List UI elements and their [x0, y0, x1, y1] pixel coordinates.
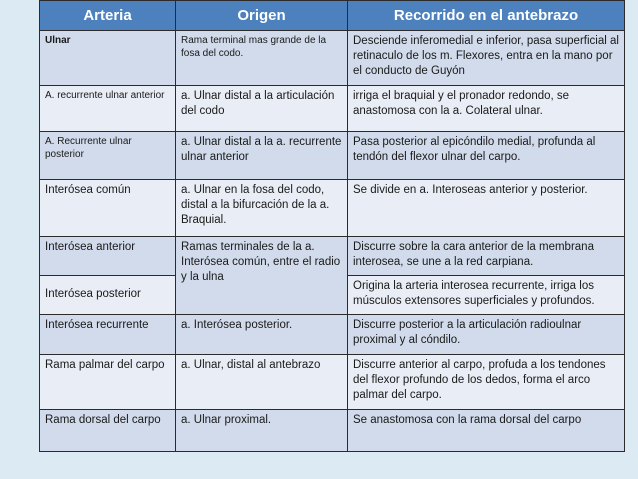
cell-recorrido: Discurre sobre la cara anterior de la membrana interosea, se une a la red carpiana.	[348, 236, 625, 275]
cell-recorrido: Discurre posterior a la articulación radioulnar proximal y al cóndilo.	[348, 314, 625, 354]
cell-arteria: A. recurrente ulnar anterior	[40, 85, 176, 131]
cell-origen: a. Ulnar en la fosa del codo, distal a la bifurcación de la a. Braquial.	[176, 179, 348, 236]
cell-recorrido: Origina la arteria interosea recurrente, irriga los músculos extensores superficiales y profundos.	[348, 275, 625, 314]
table-row	[40, 314, 625, 354]
cell-recorrido: Se anastomosa con la rama dorsal del carpo	[348, 409, 625, 451]
cell-recorrido: Desciende inferomedial e inferior, pasa superficial al retinaculo de los m. Flexores, entra en la mano por el conducto de Guyón	[348, 31, 625, 86]
cell-origen: Rama terminal mas grande de la fosa del codo.	[176, 31, 348, 86]
cell-arteria: Interósea posterior	[40, 275, 176, 314]
cell-arteria: A. Recurrente ulnar posterior	[40, 132, 176, 180]
cell-origen: Ramas terminales de la a. Interósea común, entre el radio y la ulna	[176, 236, 348, 314]
header-origen: Origen	[176, 1, 348, 31]
cell-arteria: Interósea anterior	[40, 236, 176, 275]
cell-recorrido: Pasa posterior al epicóndilo medial, profunda al tendón del flexor ulnar del carpo.	[348, 132, 625, 180]
table-row	[40, 31, 625, 86]
table-row	[40, 409, 625, 451]
cell-origen: a. Ulnar, distal al antebrazo	[176, 354, 348, 409]
cell-arteria: Interósea común	[40, 179, 176, 236]
header-arteria: Arteria	[40, 1, 176, 31]
cell-arteria: Rama palmar del carpo	[40, 354, 176, 409]
cell-arteria: Interósea recurrente	[40, 314, 176, 354]
header-row	[40, 1, 625, 31]
cell-origen: a. Ulnar distal a la a. recurrente ulnar anterior	[176, 132, 348, 180]
table-row	[40, 85, 625, 131]
cell-arteria: Ulnar	[40, 31, 176, 86]
cell-origen: a. Interósea posterior.	[176, 314, 348, 354]
cell-recorrido: Se divide en a. Interoseas anterior y posterior.	[348, 179, 625, 236]
cell-recorrido: Discurre anterior al carpo, profuda a los tendones del flexor profundo de los dedos, forma el arco palmar del carpo.	[348, 354, 625, 409]
header-recorrido: Recorrido en el antebrazo	[348, 1, 625, 31]
table-row	[40, 179, 625, 236]
cell-recorrido: irriga el braquial y el pronador redondo, se anastomosa con la a. Colateral ulnar.	[348, 85, 625, 131]
table-row	[40, 132, 625, 180]
table-row	[40, 236, 625, 275]
table-row	[40, 354, 625, 409]
cell-origen: a. Ulnar proximal.	[176, 409, 348, 451]
cell-arteria: Rama dorsal del carpo	[40, 409, 176, 451]
arteries-table	[39, 0, 625, 452]
cell-origen: a. Ulnar distal a la articulación del codo	[176, 85, 348, 131]
